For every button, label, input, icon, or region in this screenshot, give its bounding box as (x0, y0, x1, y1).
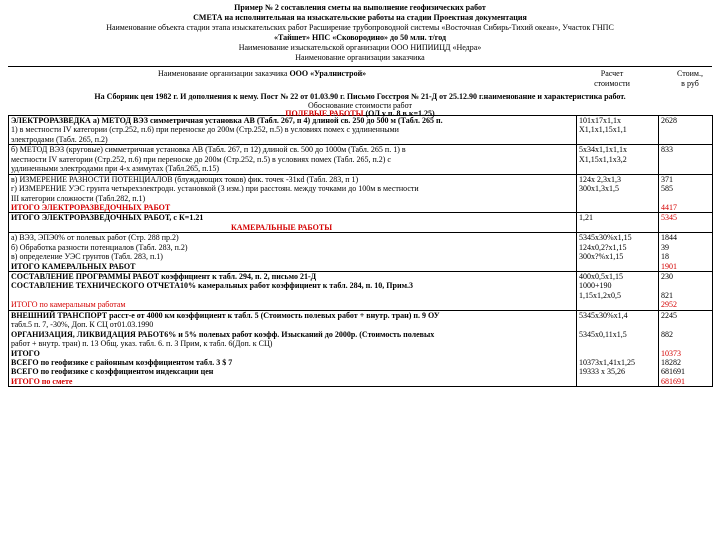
work-description-line: ИТОГО КАМЕРАЛЬНЫХ РАБОТ (11, 261, 136, 271)
cost-cell (659, 174, 713, 213)
cost-value: 1844 (661, 233, 677, 243)
work-description-line: в) определение УЭС грунтов (Табл. 283, п.1) (11, 252, 163, 262)
price-basis: На Сборник цен 1982 г. И дополнения к нему. Пост № 22 от 01.03.90 г. Письмо Госстроя № 21-Д от 25.12.90 г.наименование и характеристика работ. (94, 92, 626, 101)
estimate-row (9, 272, 713, 311)
header-line-6: Наименование организации заказчика (295, 53, 425, 62)
calc-label-2: стоимости (594, 78, 630, 88)
cost-value: 2245 (661, 310, 677, 320)
work-description-line: СОСТАВЛЕНИЕ ПРОГРАММЫ РАБОТ коэффициент к табл. 294, п. 2, письмо 21-Д (11, 272, 317, 281)
cost-value (661, 339, 710, 348)
work-description-line: ИТОГО ЭЛЕКТРОРАЗВЕДОЧНЫХ РАБОТ, с К=1.21 (11, 213, 204, 223)
customer-org (158, 69, 366, 78)
calc-value (579, 320, 656, 329)
work-description-line: КАМЕРАЛЬНЫЕ РАБОТЫ (231, 222, 333, 232)
work-description-line: в) ИЗМЕРЕНИЕ РАЗНОСТИ ПОТЕНЦИАЛОВ (блуждающих токов) фик. точек -31кd (Табл. 283, п 1) (11, 174, 359, 184)
header-line-4: «Тайшет» НПС «Сковородино» до 50 млн. т/год (273, 33, 447, 42)
calc-cell (577, 233, 659, 272)
field-works-coef: (ОЛ у п. 8 в к=1.25) (365, 109, 435, 118)
calc-value: 5345х30%х1,4 (579, 310, 628, 320)
work-description-line: табл.5 п. 7, -30%, Доп. К СЦ от01.03.1990 (11, 320, 154, 330)
cost-value: 10373 (661, 348, 681, 358)
estimate-row (9, 145, 713, 174)
work-description-cell (9, 116, 577, 145)
cost-label-2: в руб (681, 78, 699, 88)
cost-value: 681691 (661, 367, 685, 377)
calc-value: 19333 х 35,26 (579, 367, 625, 377)
cost-value: 2952 (661, 300, 677, 310)
work-description-line: ВСЕГО по геофизике с коэффициентом индексации цен (11, 367, 214, 377)
calc-value (579, 377, 656, 386)
work-description-cell (9, 145, 577, 174)
work-description-line: ВНЕШНИЙ ТРАНСПОРТ расст-е от 4000 км коэффициент к табл. 5 (Стоимость полевых работ + внутр. тран) п. 9 ОУ (11, 310, 440, 320)
calc-label-1: Расчет (600, 69, 624, 78)
header-line-3: Наименование объекта стадии этапа изыскательских работ Расширение трубопроводной системы «Восточная Сибирь-Тихий океан», Участок ГНПС (106, 23, 614, 32)
cost-cell (659, 213, 713, 233)
calc-value (579, 349, 656, 358)
cost-value: 39 (661, 242, 669, 252)
estimate-row (9, 213, 713, 233)
work-description-cell (9, 213, 577, 233)
work-description-line (11, 291, 574, 300)
work-description-line: местности IV категории (Стр.252, п.6) при переноске до 200м (Стр.252, п.5) в условиях помех (Табл. 265, п.2) с (11, 154, 391, 164)
cost-value: 5345 (661, 213, 677, 223)
work-description-line: ЭЛЕКТРОРАЗВЕДКА а) МЕТОД ВЭЗ симметричная установка АВ (Табл. 267, п 4) длиной св. 250 до 500 м (Табл. 265 п. (11, 116, 443, 125)
calc-value: 1,21 (579, 213, 593, 223)
estimate-intro (8, 66, 712, 118)
cost-value: 18 (661, 252, 669, 262)
customer-org-label: Наименование организации заказчика (158, 69, 288, 78)
calc-value: 124х0,2?х1,15 (579, 242, 627, 252)
calc-value: Х1,15х1,1х3,2 (579, 154, 627, 164)
cost-value: 585 (661, 184, 673, 194)
calc-value: 5345х0,11х1,5 (579, 329, 627, 339)
cost-value: 371 (661, 174, 673, 184)
work-description-line: III категории сложности (Табл.282, п.1) (11, 193, 146, 203)
work-description-line: ИТОГО по камеральным работам (11, 300, 126, 310)
calc-value: 5345х30%х1,15 (579, 233, 632, 243)
cost-cell (659, 116, 713, 145)
work-description-line: 1) в местности IV категории (стр.252, п.6) при переноске до 200м (Стр.252, п.5) в условиях помех с удлиненными (11, 125, 399, 135)
cost-value (661, 281, 710, 290)
work-description-cell (9, 233, 577, 272)
cost-cell (659, 145, 713, 174)
cost-value: 2628 (661, 116, 677, 125)
cost-value: 882 (661, 329, 673, 339)
field-works-title (8, 109, 712, 118)
estimate-row (9, 174, 713, 213)
estimate-row (9, 116, 713, 145)
work-description-line: а) ВЭЗ, ЭПЭ0% от полевых работ (Стр. 288 пр.2) (11, 233, 179, 243)
cost-cell (659, 310, 713, 387)
header-line-2: СМЕТА на исполнительная на изыскательские работы на стадии Проектная документация (193, 13, 527, 22)
cost-value: 230 (661, 272, 673, 281)
work-description-line: ИТОГО по смете (11, 376, 73, 386)
calc-value: 1000+190 (579, 281, 612, 291)
customer-org-name: ООО «Уралнистрой» (289, 69, 367, 78)
work-description-line: б) Обработка разности потенциалов (Табл. 283, п.2) (11, 242, 188, 252)
cost-value (661, 320, 710, 329)
estimate-row (9, 233, 713, 272)
calc-cell (577, 174, 659, 213)
calc-cell (577, 310, 659, 387)
work-description-line: удлиненными электродами при 4-х азимутах (Табл.265, п.15) (11, 164, 220, 174)
calc-cell (577, 213, 659, 233)
document-header (8, 3, 712, 63)
calc-value: 300х?%х1,15 (579, 252, 624, 262)
field-works-title-text: ПОЛЕВЫЕ РАБОТЫ (285, 109, 364, 118)
work-description-line: СОСТАВЛЕНИЕ ТЕХНИЧЕСКОГО ОТЧЕТА10% камеральных работ коэффициент к табл. 284, п. 10, Прим.3 (11, 281, 414, 291)
calc-value: 300х1,3х1,5 (579, 184, 619, 194)
cost-cell (659, 233, 713, 272)
estimate-row (9, 310, 713, 387)
calc-value: 400х0,5х1,15 (579, 272, 623, 281)
cost-value: 833 (661, 145, 673, 155)
cost-justification-label: Обоснование стоимости работ (307, 101, 413, 110)
calc-value: 124х 2,3х1,3 (579, 174, 621, 184)
cost-value: 1901 (661, 261, 677, 271)
cost-cell (659, 272, 713, 311)
work-description-line: работ + внутр. тран) п. 13 Общ. указ. табл. 6. п. 3 Прим, к табл. 6(Доп. к СЦ) (11, 339, 273, 349)
work-description-cell (9, 310, 577, 387)
cost-value: 681691 (661, 376, 685, 386)
estimate-table (8, 115, 713, 387)
cost-value: 4417 (661, 202, 677, 212)
work-description-line: ИТОГО ЭЛЕКТРОРАЗВЕДОЧНЫХ РАБОТ (11, 202, 171, 212)
cost-value: 18282 (661, 357, 681, 367)
cost-label-1: Стоим., (677, 69, 703, 78)
cost-value: 821 (661, 290, 673, 300)
cost-value (661, 194, 710, 203)
calc-value: 1,15х1,2х0,5 (579, 290, 621, 300)
calc-value: 5х34х1,1х1,1х (579, 145, 627, 155)
calc-value: 10373х1,41х1,25 (579, 357, 635, 367)
column-header-calc (572, 69, 652, 88)
calc-value: 101х17х1,1х (579, 116, 621, 125)
work-description-cell (9, 272, 577, 311)
calc-value: Х1,1х1,15х1,1 (579, 125, 627, 135)
work-description-line: электродами (Табл. 265, п.2) (11, 134, 108, 144)
header-line-5: Наименование изыскательской организации ООО НИПИИЦД «Недра» (238, 43, 482, 52)
column-header-cost (660, 69, 720, 88)
estimate-table-body (9, 116, 713, 387)
calc-cell (577, 116, 659, 145)
work-description-line: б) МЕТОД ВЭЗ (круговые) симметричная установка АВ (Табл. 267, п 12) длиной св. 500 до 1000м (Табл. 265 п. 1) в (11, 145, 406, 155)
work-description-line: ОРГАНИЗАЦИЯ, ЛИКВИДАЦИЯ РАБОТ6% и 5% полевых работ коэфф. Изысканий до 2000р. (Стоимость полевых (11, 329, 435, 339)
calc-cell (577, 145, 659, 174)
work-description-line: ИТОГО (11, 348, 40, 358)
header-line-1: Пример № 2 составления сметы на выполнение геофизических работ (234, 3, 486, 12)
calc-cell (577, 272, 659, 311)
work-description-line: ВСЕГО по геофизике с районным коэффициентом табл. 3 $ 7 (11, 357, 233, 367)
work-description-cell (9, 174, 577, 213)
calc-value (579, 339, 656, 348)
work-description-line: г) ИЗМЕРЕНИЕ УЭС грунта четырехэлектродн. установкой (3 изм.) при расстоян. между точками до 100м в местности (11, 184, 419, 194)
